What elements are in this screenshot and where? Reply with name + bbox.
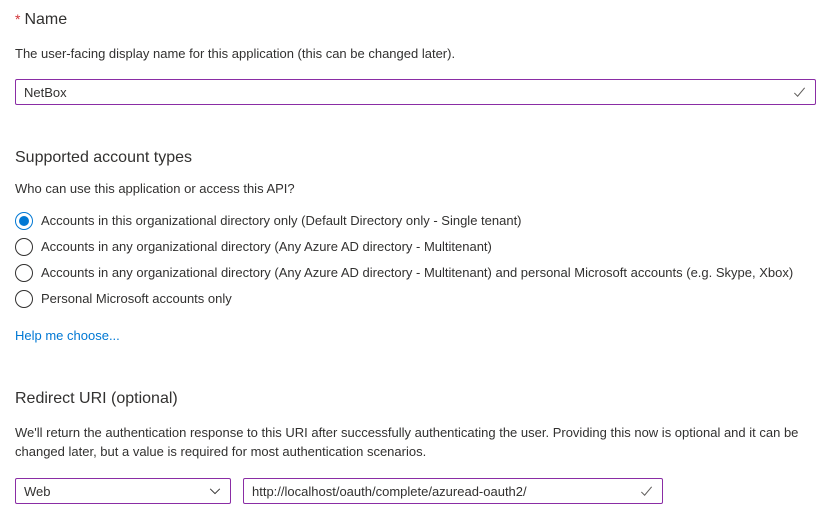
radio-label: Accounts in this organizational directory only (Default Directory only - Single tenant) [41, 213, 522, 228]
platform-select[interactable] [15, 478, 231, 504]
chevron-down-icon [208, 484, 222, 498]
radio-icon [15, 212, 33, 230]
name-section-title [15, 10, 814, 29]
radio-account-type-2[interactable] [15, 260, 814, 286]
redirect-uri-row [15, 478, 814, 504]
help-me-choose-link[interactable]: Help me choose... [15, 328, 120, 343]
redirect-uri-field [243, 478, 663, 504]
account-type-radio-group [15, 208, 814, 312]
redirect-uri-input[interactable] [244, 479, 662, 503]
name-title-text: Name [24, 11, 68, 28]
radio-label: Accounts in any organizational directory (Any Azure AD directory - Multitenant) and personal Microsoft accounts (e.g. Skype, Xbox) [41, 265, 794, 280]
radio-label: Accounts in any organizational directory (Any Azure AD directory - Multitenant) [41, 239, 492, 254]
name-input[interactable] [16, 80, 815, 104]
redirect-uri-description: We'll return the authentication response to this URI after successfully authenticating the user. Providing this now is optional and it can be changed later, but a value is required for most authentication scenarios. [15, 425, 799, 459]
radio-account-type-0[interactable] [15, 208, 814, 234]
radio-icon [15, 238, 33, 256]
radio-account-type-3[interactable] [15, 286, 814, 312]
radio-label: Personal Microsoft accounts only [41, 291, 232, 306]
account-types-question: Who can use this application or access this API? [15, 181, 295, 196]
name-input-field [15, 79, 816, 105]
platform-select-value: Web [24, 483, 51, 499]
account-types-title: Supported account types [15, 149, 193, 166]
radio-icon [15, 290, 33, 308]
required-indicator: * [15, 11, 21, 27]
radio-icon [15, 264, 33, 282]
name-description: The user-facing display name for this application (this can be changed later). [15, 46, 456, 61]
radio-account-type-1[interactable] [15, 234, 814, 260]
redirect-uri-title: Redirect URI (optional) [15, 390, 178, 407]
